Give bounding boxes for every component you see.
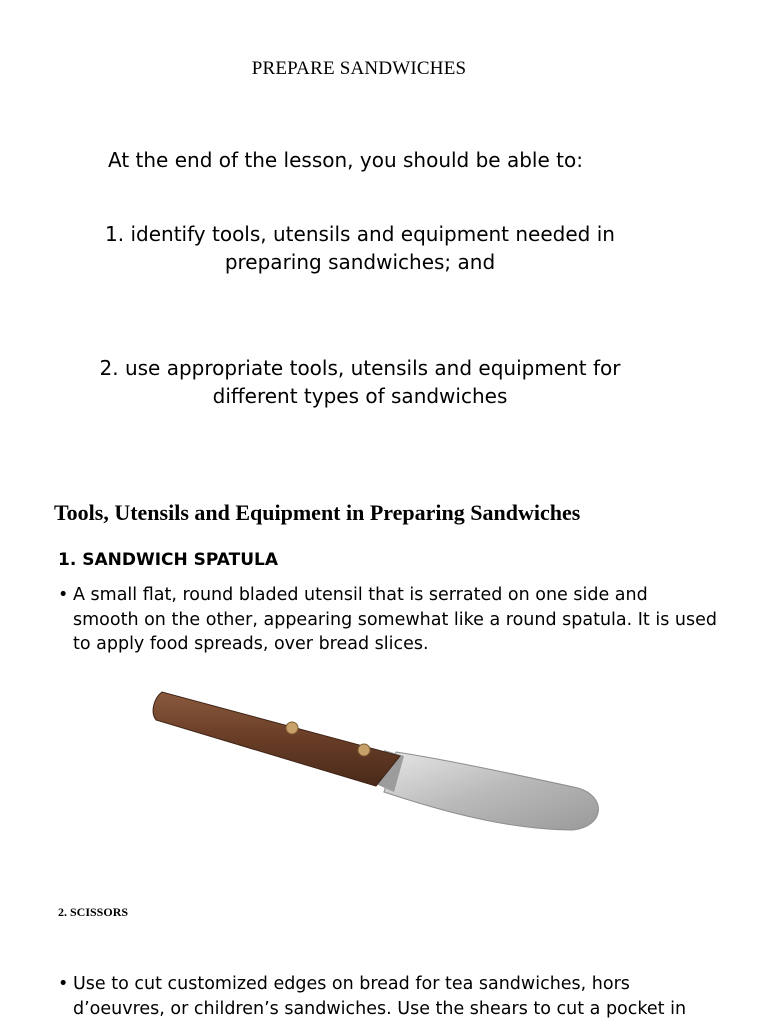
tool-2-description [58,972,718,1021]
tool-2-heading: 2. SCISSORS [58,905,129,919]
tool-1-heading: 1. SANDWICH SPATULA [58,550,279,570]
objective-1-line-1: 1. identify tools, utensils and equipment needed in [105,222,615,246]
objective-1-line-2: preparing sandwiches; and [224,250,496,274]
page-title: PREPARE SANDWICHES [251,58,467,79]
section-heading: Tools, Utensils and Equipment in Preparing Sandwiches [54,500,581,525]
spatula-blade [384,752,598,830]
lesson-intro: At the end of the lesson, you should be able to: [108,148,583,172]
objective-1 [60,220,660,276]
sandwich-spatula-image [148,680,606,836]
tool-1-description [58,583,718,657]
rivet-2 [358,744,370,756]
tool-1-description-text: A small flat, round bladed utensil that is serrated on one side and smooth on the other, appearing somewhat like a round spatula. It is used to apply food spreads, over bread slices. [73,585,717,654]
rivet-1 [286,722,298,734]
objective-2-line-1: 2. use appropriate tools, utensils and equipment for [99,356,621,380]
bullet-marker: • [58,585,69,605]
bullet-marker: • [58,974,69,994]
tool-2-description-text: Use to cut customized edges on bread for tea sandwiches, hors d’oeuvres, or children’s sandwiches. Use the shears to cut a pocket in [73,974,687,1019]
objective-2 [60,354,660,410]
spatula-handle [153,692,400,786]
objective-2-line-2: different types of sandwiches [212,384,508,408]
